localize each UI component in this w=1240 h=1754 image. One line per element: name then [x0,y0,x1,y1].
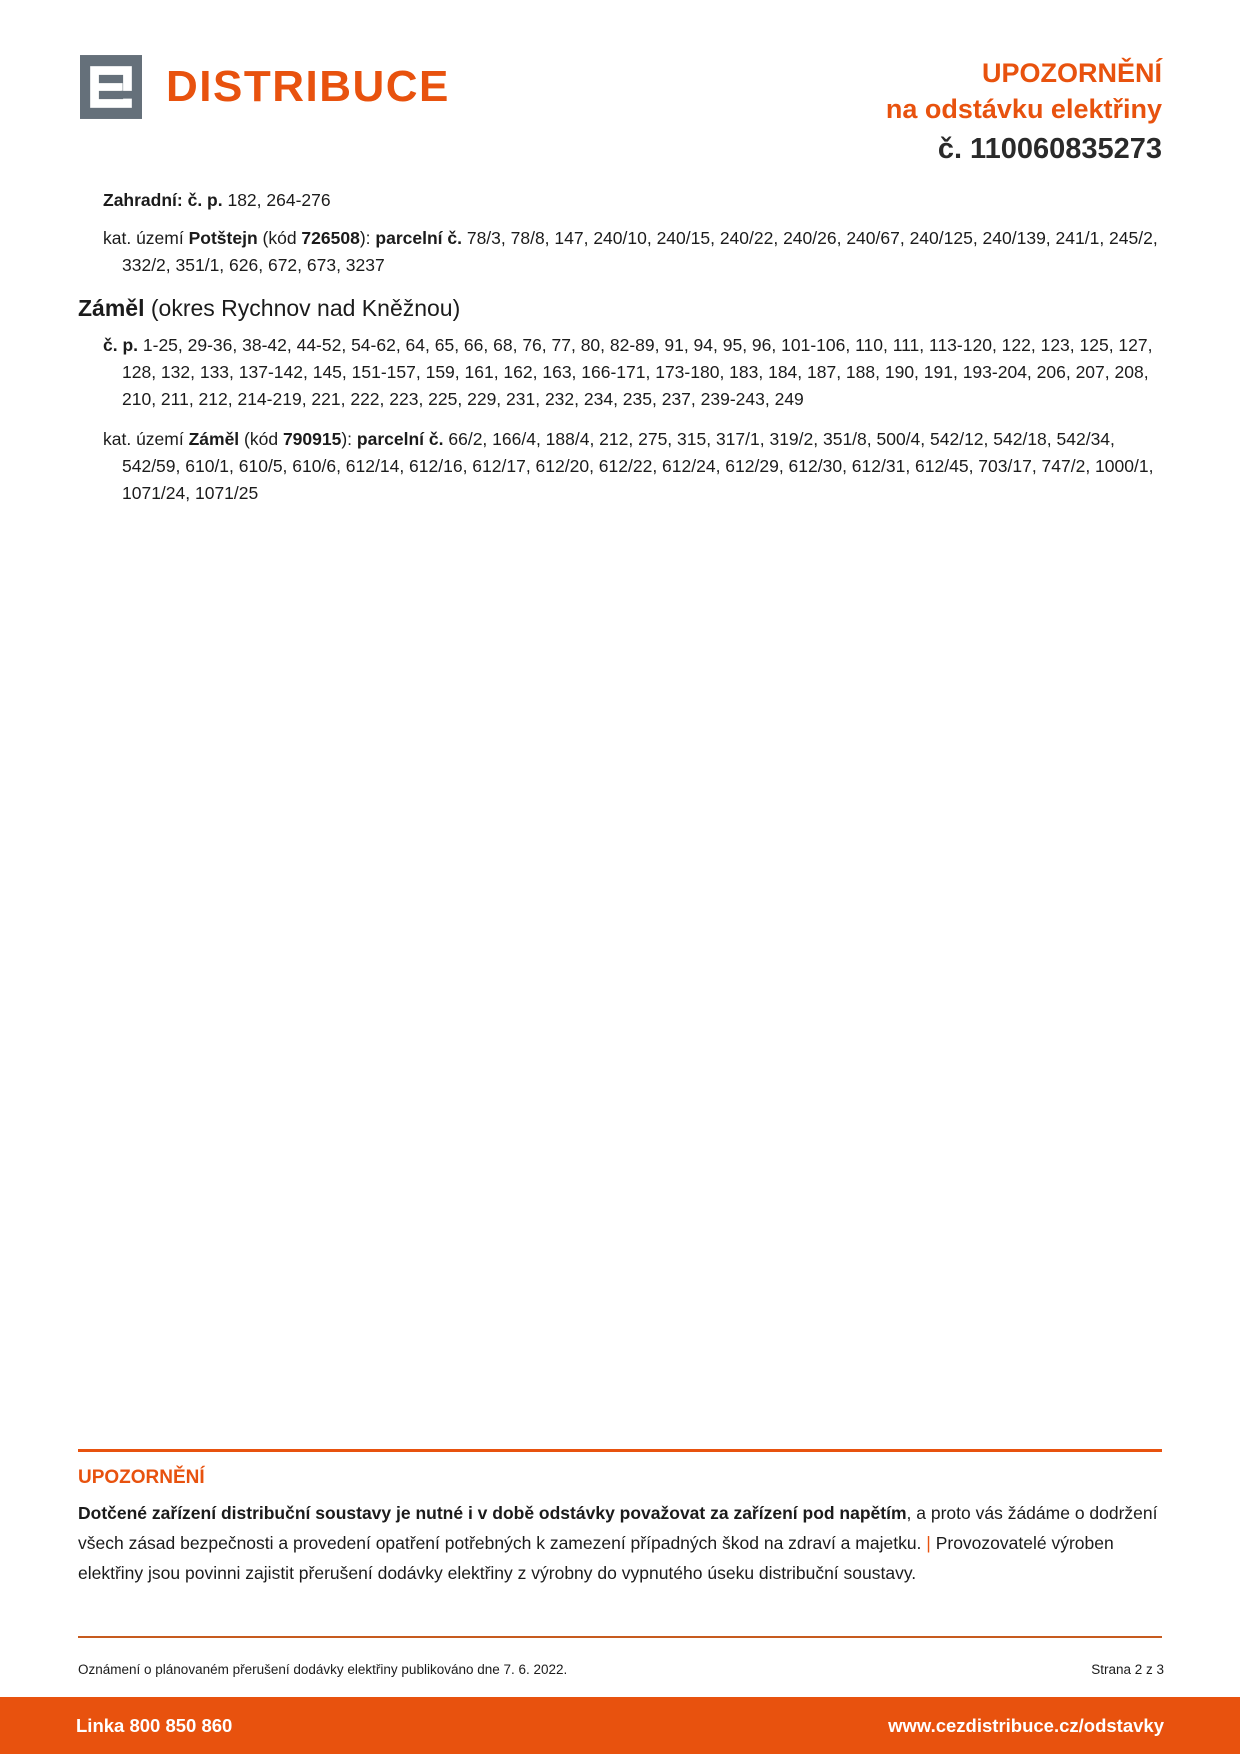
kod-label: (kód [257,228,302,248]
cadastral-area-zamel [103,426,1162,507]
page-header [0,0,1240,169]
cadastral-area-potstejn [103,225,1162,279]
notice-number: č. 110060835273 [937,133,1162,165]
cp-numbers: 1-25, 29-36, 38-42, 44-52, 54-62, 64, 65, 66, 68, 76, 77, 80, 82-89, 91, 94, 95, 96, 101-106, 110, 111, 113-120, 122, 123, 125, 127, 128, 132, 133, 137-142, 145, 151-157, 159, 161, 162, 163, 166-171, 173-180, 183, 184, 187, 188, 190, 191, 193-204, 206, 207, 208, 210, 211, 212, 214-219, 221, 222, 223, 225, 229, 231, 232, 234, 235, 237, 239-243, 249 [122,335,1153,409]
warning-section [78,1449,1162,1588]
website-link[interactable]: www.cezdistribuce.cz/odstavky [888,1714,1164,1736]
kat-name: Záměl [188,429,240,449]
footnote-row [78,1662,1164,1677]
divider-top [78,1449,1162,1452]
cez-logo-icon [80,55,142,119]
brand [80,55,450,119]
house-numbers-zamel [103,332,1162,413]
kat-name: Potštejn [188,228,258,248]
outage-locations [78,187,1162,507]
warning-text [78,1498,1162,1588]
municipality-name: Záměl [78,295,145,321]
warning-separator: | [926,1533,931,1553]
brand-name: DISTRIBUCE [166,62,450,111]
municipality-district: (okres Rychnov nad Kněžnou) [144,295,461,321]
parcel-label: parcelní č. [375,228,462,248]
cp-label: č. p. [103,335,139,355]
warning-regular-2: Provozovatelé výroben elektřiny jsou povinni zajistit přerušení dodávky elektřiny z výrobny do vypnutého úseku distribuční soustavy. [78,1533,1114,1583]
parcel-numbers: 66/2, 166/4, 188/4, 212, 275, 315, 317/1, 319/2, 351/8, 500/4, 542/12, 542/18, 542/34, 542/59, 610/1, 610/5, 610/6, 612/14, 612/16, 612/17, 612/20, 612/22, 612/24, 612/29, 612/30, 612/31, 612/45, 703/17, 747/2, 1000/1, 1071/24, 1071/25 [122,429,1154,503]
municipality-heading [78,293,1162,323]
notice-title-block [886,55,1162,169]
divider-bottom [78,1636,1162,1638]
warning-regular-1: , a proto vás žádáme o dodržení všech zásad bezpečnosti a provedení opatření potřebných k zamezení případných škod na zdraví a majetku. [78,1503,1158,1553]
warning-heading: UPOZORNĚNÍ [78,1467,205,1488]
street-line [103,187,1162,214]
publication-note: Oznámení o plánovaném přerušení dodávky elektřiny publikováno dne 7. 6. 2022. [78,1662,568,1677]
kod-value: 726508 [301,228,360,248]
kat-prefix: kat. území [103,228,189,248]
warning-bold: Dotčené zařízení distribuční soustavy je nutné i v době odstávky považovat za zařízení pod napětím [78,1503,907,1523]
parcel-label: parcelní č. [356,429,444,449]
kod-label: (kód [239,429,283,449]
hotline-phone: Linka 800 850 860 [76,1714,233,1736]
notice-title-line1: UPOZORNĚNÍ [981,58,1162,88]
kod-suffix: ): [359,228,376,248]
kod-suffix: ): [341,429,357,449]
kod-value: 790915 [282,429,342,449]
footer-bar [0,1697,1240,1754]
street-numbers: 182, 264-276 [222,190,331,210]
notice-title-line2: na odstávku elektřiny [885,94,1162,124]
page-number: Strana 2 z 3 [1091,1662,1164,1677]
street-label: Zahradní: č. p. [103,190,223,210]
parcel-numbers: 78/3, 78/8, 147, 240/10, 240/15, 240/22, 240/26, 240/67, 240/125, 240/139, 241/1, 245/2, 332/2, 351/1, 626, 672, 673, 3237 [122,228,1158,275]
kat-prefix: kat. území [103,429,189,449]
